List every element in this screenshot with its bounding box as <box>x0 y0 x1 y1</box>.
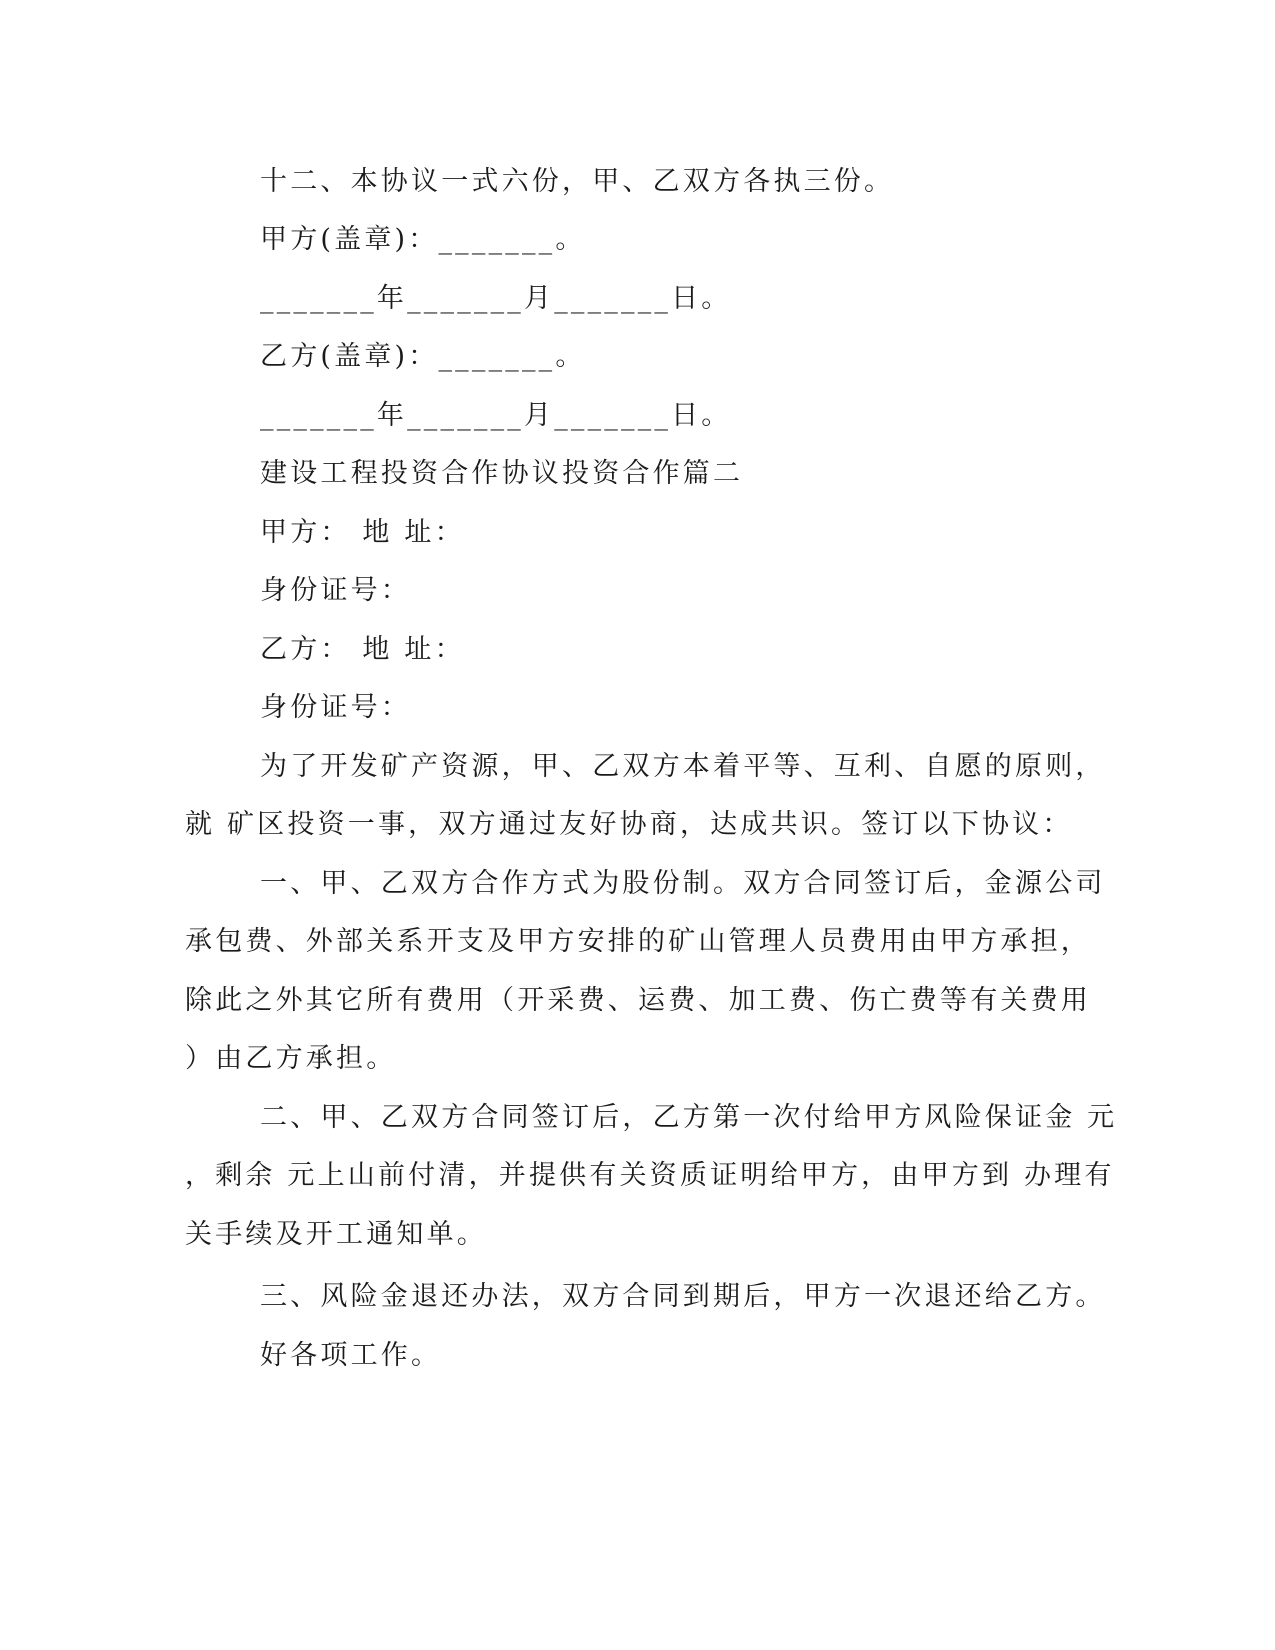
clause-twelve: 十二、本协议一式六份，甲、乙双方各执三份。 <box>260 166 895 197</box>
preamble-line-2: 就 矿区投资一事，双方通过友好协商，达成共识。签订以下协议： <box>185 809 1073 840</box>
trailing-line: 好各项工作。 <box>260 1340 442 1371</box>
section-title: 建设工程投资合作协议投资合作篇二 <box>260 458 744 489</box>
clause-one-line-1: 一、甲、乙双方合作方式为股份制。双方合同签订后，金源公司 <box>260 868 1106 899</box>
party-a-id-number: 身份证号： <box>260 575 411 606</box>
clause-three: 三、风险金退还办法，双方合同到期后，甲方一次退还给乙方。 <box>260 1281 1106 1312</box>
clause-two-line-3: 关手续及开工通知单。 <box>185 1219 487 1250</box>
clause-one-line-3: 除此之外其它所有费用（开采费、运费、加工费、伤亡费等有关费用 <box>185 985 1091 1016</box>
clause-one-line-4: ）由乙方承担。 <box>185 1043 397 1074</box>
clause-two-line-1: 二、甲、乙双方合同签订后，乙方第一次付给甲方风险保证金 元 <box>260 1102 1118 1133</box>
party-b-id-number: 身份证号： <box>260 692 411 723</box>
party-b-date-line: _______年_______月_______日。 <box>260 400 732 431</box>
party-b-address: 乙方： 地 址： <box>260 634 465 665</box>
party-a-date-line: _______年_______月_______日。 <box>260 283 732 314</box>
clause-two-line-2: ，剩余 元上山前付清，并提供有关资质证明给甲方，由甲方到 办理有 <box>185 1160 1115 1191</box>
party-a-address: 甲方： 地 址： <box>260 517 465 548</box>
clause-one-line-2: 承包费、外部关系开支及甲方安排的矿山管理人员费用由甲方承担， <box>185 926 1091 957</box>
party-a-seal-line: 甲方(盖章)：_______。 <box>260 224 586 255</box>
party-b-seal-line: 乙方(盖章)：_______。 <box>260 341 586 372</box>
preamble-line-1: 为了开发矿产资源，甲、乙双方本着平等、互利、自愿的原则， <box>260 751 1106 782</box>
